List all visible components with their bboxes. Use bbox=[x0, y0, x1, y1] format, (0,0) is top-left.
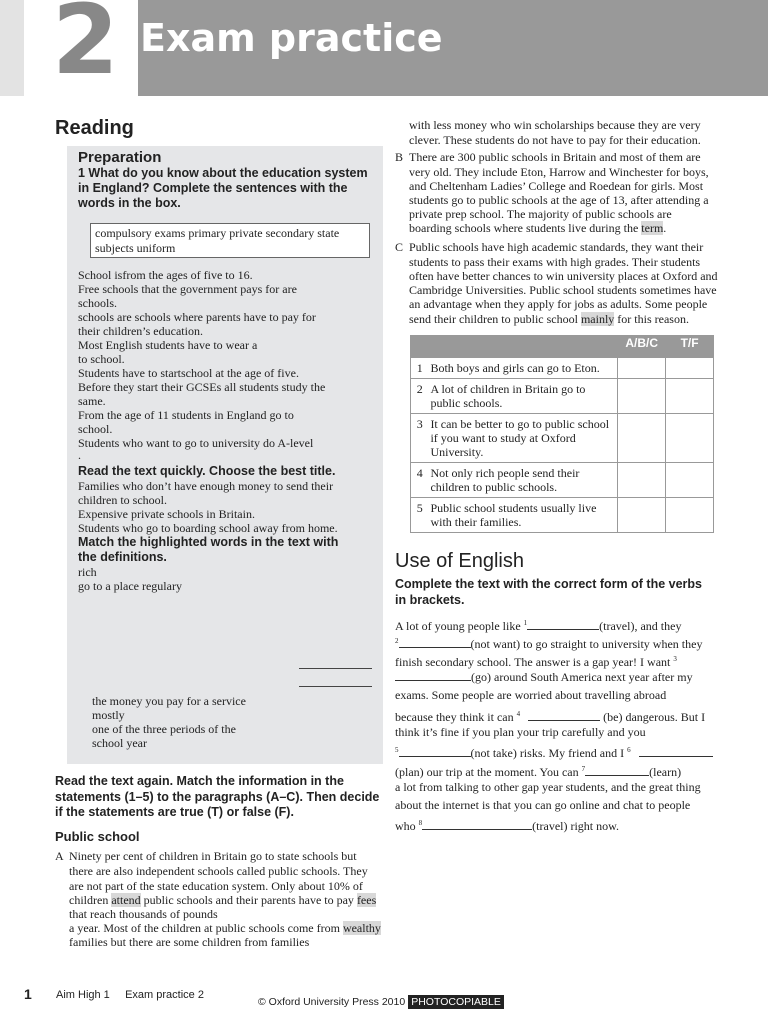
table-header-blank bbox=[411, 336, 618, 358]
paragraph-b-line: There are 300 public schools in Britain and most of them are bbox=[409, 150, 701, 164]
paragraph-letter-c: C bbox=[395, 240, 404, 254]
table-header-tf: T/F bbox=[666, 336, 714, 358]
photocopiable-badge: PHOTOCOPIABLE bbox=[408, 995, 504, 1009]
unit-number: 2 bbox=[52, 0, 119, 96]
statement-text: Both boys and girls can go to Eton. bbox=[428, 358, 617, 379]
paragraph-b-line: very old. They include Eton, Harrow and Winchester for boys, bbox=[409, 165, 709, 179]
paragraph-c-line: students to pass their exams with high grades. Their students bbox=[409, 255, 701, 269]
paragraph-a-line: with less money who win scholarships because they are very bbox=[409, 118, 701, 132]
cloze-line: think it’s fine if you plan your trip carefully and you bbox=[395, 725, 646, 739]
paragraph-c-line: often have better chances to win university places at Oxford and bbox=[409, 269, 718, 283]
answer-cell-tf[interactable] bbox=[666, 498, 714, 533]
preparation-question-3: Match the highlighted words in the text with bbox=[78, 535, 339, 549]
paragraph-letter-a: A bbox=[55, 849, 64, 863]
prep-sentence: Free schools that the government pays for are bbox=[78, 282, 297, 296]
cloze-line: (plan) our trip at the moment. You can $^7$ (learn) bbox=[395, 765, 682, 779]
statement-text: A lot of children in Britain go to public schools. bbox=[428, 379, 617, 414]
gap-1[interactable] bbox=[527, 620, 599, 630]
prep-sentence: school. bbox=[78, 422, 113, 436]
table-row bbox=[411, 379, 714, 414]
table-row bbox=[411, 358, 714, 379]
gap-8[interactable] bbox=[422, 820, 532, 830]
preparation-box bbox=[67, 146, 383, 764]
paragraph-b-line: students go to public schools at the age of 13, after attending a bbox=[409, 193, 709, 207]
cloze-line: exams. Some people are worried about travelling abroad bbox=[395, 688, 667, 702]
prep-sentence: schools. bbox=[78, 296, 117, 310]
paragraph-a-line: children attend public schools and their parents have to pay fees bbox=[69, 893, 377, 907]
statement-number: 4 bbox=[411, 463, 429, 498]
title-option: children to school. bbox=[78, 493, 167, 507]
use-of-english-heading: Use of English bbox=[395, 550, 524, 572]
text-title: Public school bbox=[55, 829, 140, 844]
title-option: Expensive private schools in Britain. bbox=[78, 507, 255, 521]
gap-3[interactable] bbox=[395, 671, 471, 681]
prep-sentence: schools are schools where parents have to pay for bbox=[78, 310, 316, 324]
gap-6[interactable] bbox=[639, 747, 713, 757]
statement-text: It can be better to go to public school if you want to study at Oxford University. bbox=[428, 414, 617, 463]
table-header-row bbox=[411, 336, 714, 358]
answer-line bbox=[299, 668, 372, 669]
paragraph-b-line: and Cheltenham Ladies’ College and Roedean for girls. Most bbox=[409, 179, 704, 193]
paragraph-c-line: send their children to public school mainly for this reason. bbox=[409, 312, 689, 326]
highlight-term: term bbox=[641, 221, 664, 235]
paragraph-a-line: a year. Most of the children at public schools come from wealthy bbox=[69, 921, 381, 935]
paragraph-a-line: there are also independent schools called public schools. They bbox=[69, 864, 368, 878]
table-row bbox=[411, 463, 714, 498]
gap-7[interactable] bbox=[585, 766, 649, 776]
answer-cell-abc[interactable] bbox=[618, 463, 666, 498]
reading-task-instruction: Read the text again. Match the information in the statements (1–5) to the paragraphs (A–C). Then decide if the statements are true (T) or false (F). bbox=[55, 774, 380, 819]
statement-text: Not only rich people send their children to public schools. bbox=[428, 463, 617, 498]
table-header-abc: A/B/C bbox=[618, 336, 666, 358]
preparation-question-2: Read the text quickly. Choose the best title. bbox=[78, 464, 336, 478]
cloze-line: A lot of young people like $^1$ (travel), and they bbox=[395, 619, 682, 633]
page-number: 1 bbox=[24, 986, 32, 1002]
paragraph-b-line: boarding schools where students live during the term. bbox=[409, 221, 667, 235]
cloze-line: a lot from talking to other gap year students, and the great thing bbox=[395, 780, 701, 794]
answer-cell-abc[interactable] bbox=[618, 414, 666, 463]
cloze-line: about the internet is that you can go online and chat to people bbox=[395, 798, 691, 812]
definition: school year bbox=[92, 736, 147, 750]
title-option: Students who go to boarding school away from home. bbox=[78, 521, 338, 535]
paragraph-c-line: Cambridge Universities. Public school students sometimes have bbox=[409, 283, 717, 297]
cloze-line: $^2$ (not want) to go straight to university when they bbox=[395, 637, 703, 651]
answer-cell-abc[interactable] bbox=[618, 498, 666, 533]
gap-5[interactable] bbox=[399, 747, 471, 757]
footer-book-title: Aim High 1 Exam practice 2 bbox=[56, 989, 204, 1001]
gap-2[interactable] bbox=[399, 638, 471, 648]
cloze-line: finish secondary school. The answer is a gap year! I want $^3$ bbox=[395, 655, 677, 669]
definition: go to a place regulary bbox=[78, 579, 182, 593]
prep-sentence: Most English students have to wear a bbox=[78, 338, 258, 352]
statement-number: 2 bbox=[411, 379, 429, 414]
highlight-attend: attend bbox=[111, 893, 141, 907]
prep-sentence: School isfrom the ages of five to 16. bbox=[78, 268, 253, 282]
reading-heading: Reading bbox=[55, 117, 134, 139]
statement-number: 5 bbox=[411, 498, 429, 533]
use-of-english-instruction: Complete the text with the correct form of the verbs in brackets. bbox=[395, 577, 702, 607]
header-accent bbox=[0, 0, 24, 96]
title-option: Families who don’t have enough money to send their bbox=[78, 479, 334, 493]
statement-number: 3 bbox=[411, 414, 429, 463]
answer-cell-abc[interactable] bbox=[618, 379, 666, 414]
answer-cell-tf[interactable] bbox=[666, 414, 714, 463]
paragraph-c-line: an advantage when they apply for jobs as adults. Some people bbox=[409, 297, 708, 311]
page-title: Exam practice bbox=[140, 16, 443, 60]
answer-cell-tf[interactable] bbox=[666, 463, 714, 498]
preparation-question-1: 1 What do you know about the education system in England? Complete the sentences with the words in the box. bbox=[78, 166, 368, 210]
cloze-line: (go) around South America next year after my bbox=[395, 670, 693, 684]
definition: the money you pay for a service bbox=[92, 694, 246, 708]
table-row bbox=[411, 414, 714, 463]
footer-copyright: © Oxford University Press 2010 PHOTOCOPIABLE bbox=[258, 995, 504, 1009]
word-box: compulsory exams primary private secondary state subjects uniform bbox=[90, 223, 370, 258]
highlight-fees: fees bbox=[356, 893, 377, 907]
prep-sentence: From the age of 11 students in England go to bbox=[78, 408, 294, 422]
answer-cell-tf[interactable] bbox=[666, 358, 714, 379]
prep-sentence: their children’s education. bbox=[78, 324, 203, 338]
statements-table bbox=[410, 335, 714, 533]
answer-line bbox=[299, 686, 372, 687]
highlight-mainly: mainly bbox=[580, 312, 615, 326]
prep-sentence: same. bbox=[78, 394, 106, 408]
cloze-line: $^5$ (not take) risks. My friend and I $^6$ bbox=[395, 743, 713, 760]
paragraph-a-line: families but there are some children from families bbox=[69, 935, 310, 949]
prep-sentence: . bbox=[78, 448, 81, 462]
preparation-title: Preparation bbox=[78, 149, 162, 166]
definition: rich bbox=[78, 565, 97, 579]
prep-sentence: Students have to startschool at the age of five. bbox=[78, 366, 299, 380]
paragraph-b-line: private prep school. The majority of public schools are bbox=[409, 207, 672, 221]
answer-cell-tf[interactable] bbox=[666, 379, 714, 414]
paragraph-a-line: that reach thousands of pounds bbox=[69, 907, 218, 921]
prep-sentence: to school. bbox=[78, 352, 125, 366]
prep-sentence: Before they start their GCSEs all students study the bbox=[78, 380, 326, 394]
prep-sentence: Students who want to go to university do A-level bbox=[78, 436, 314, 450]
cloze-line: because they think it can $^4$ (be) dangerous. But I bbox=[395, 710, 706, 724]
statement-number: 1 bbox=[411, 358, 429, 379]
definition: one of the three periods of the bbox=[92, 722, 236, 736]
preparation-question-3-cont: the definitions. bbox=[78, 550, 167, 564]
paragraph-a-line: clever. These students do not have to pay for their education. bbox=[409, 133, 701, 147]
answer-cell-abc[interactable] bbox=[618, 358, 666, 379]
paragraph-a-line: are not part of the state education system. Only about 10% of bbox=[69, 879, 363, 893]
gap-4[interactable] bbox=[528, 711, 600, 721]
paragraph-c-line: Public schools have high academic standards, they want their bbox=[409, 240, 704, 254]
paragraph-a-line: Ninety per cent of children in Britain go to state schools but bbox=[69, 849, 357, 863]
definition: mostly bbox=[92, 708, 125, 722]
table-row bbox=[411, 498, 714, 533]
header-bar bbox=[138, 0, 768, 96]
paragraph-letter-b: B bbox=[395, 150, 404, 164]
statement-text: Public school students usually live with their families. bbox=[428, 498, 617, 533]
highlight-wealthy: wealthy bbox=[342, 921, 381, 935]
cloze-line: who $^8$ (travel) right now. bbox=[395, 819, 620, 833]
